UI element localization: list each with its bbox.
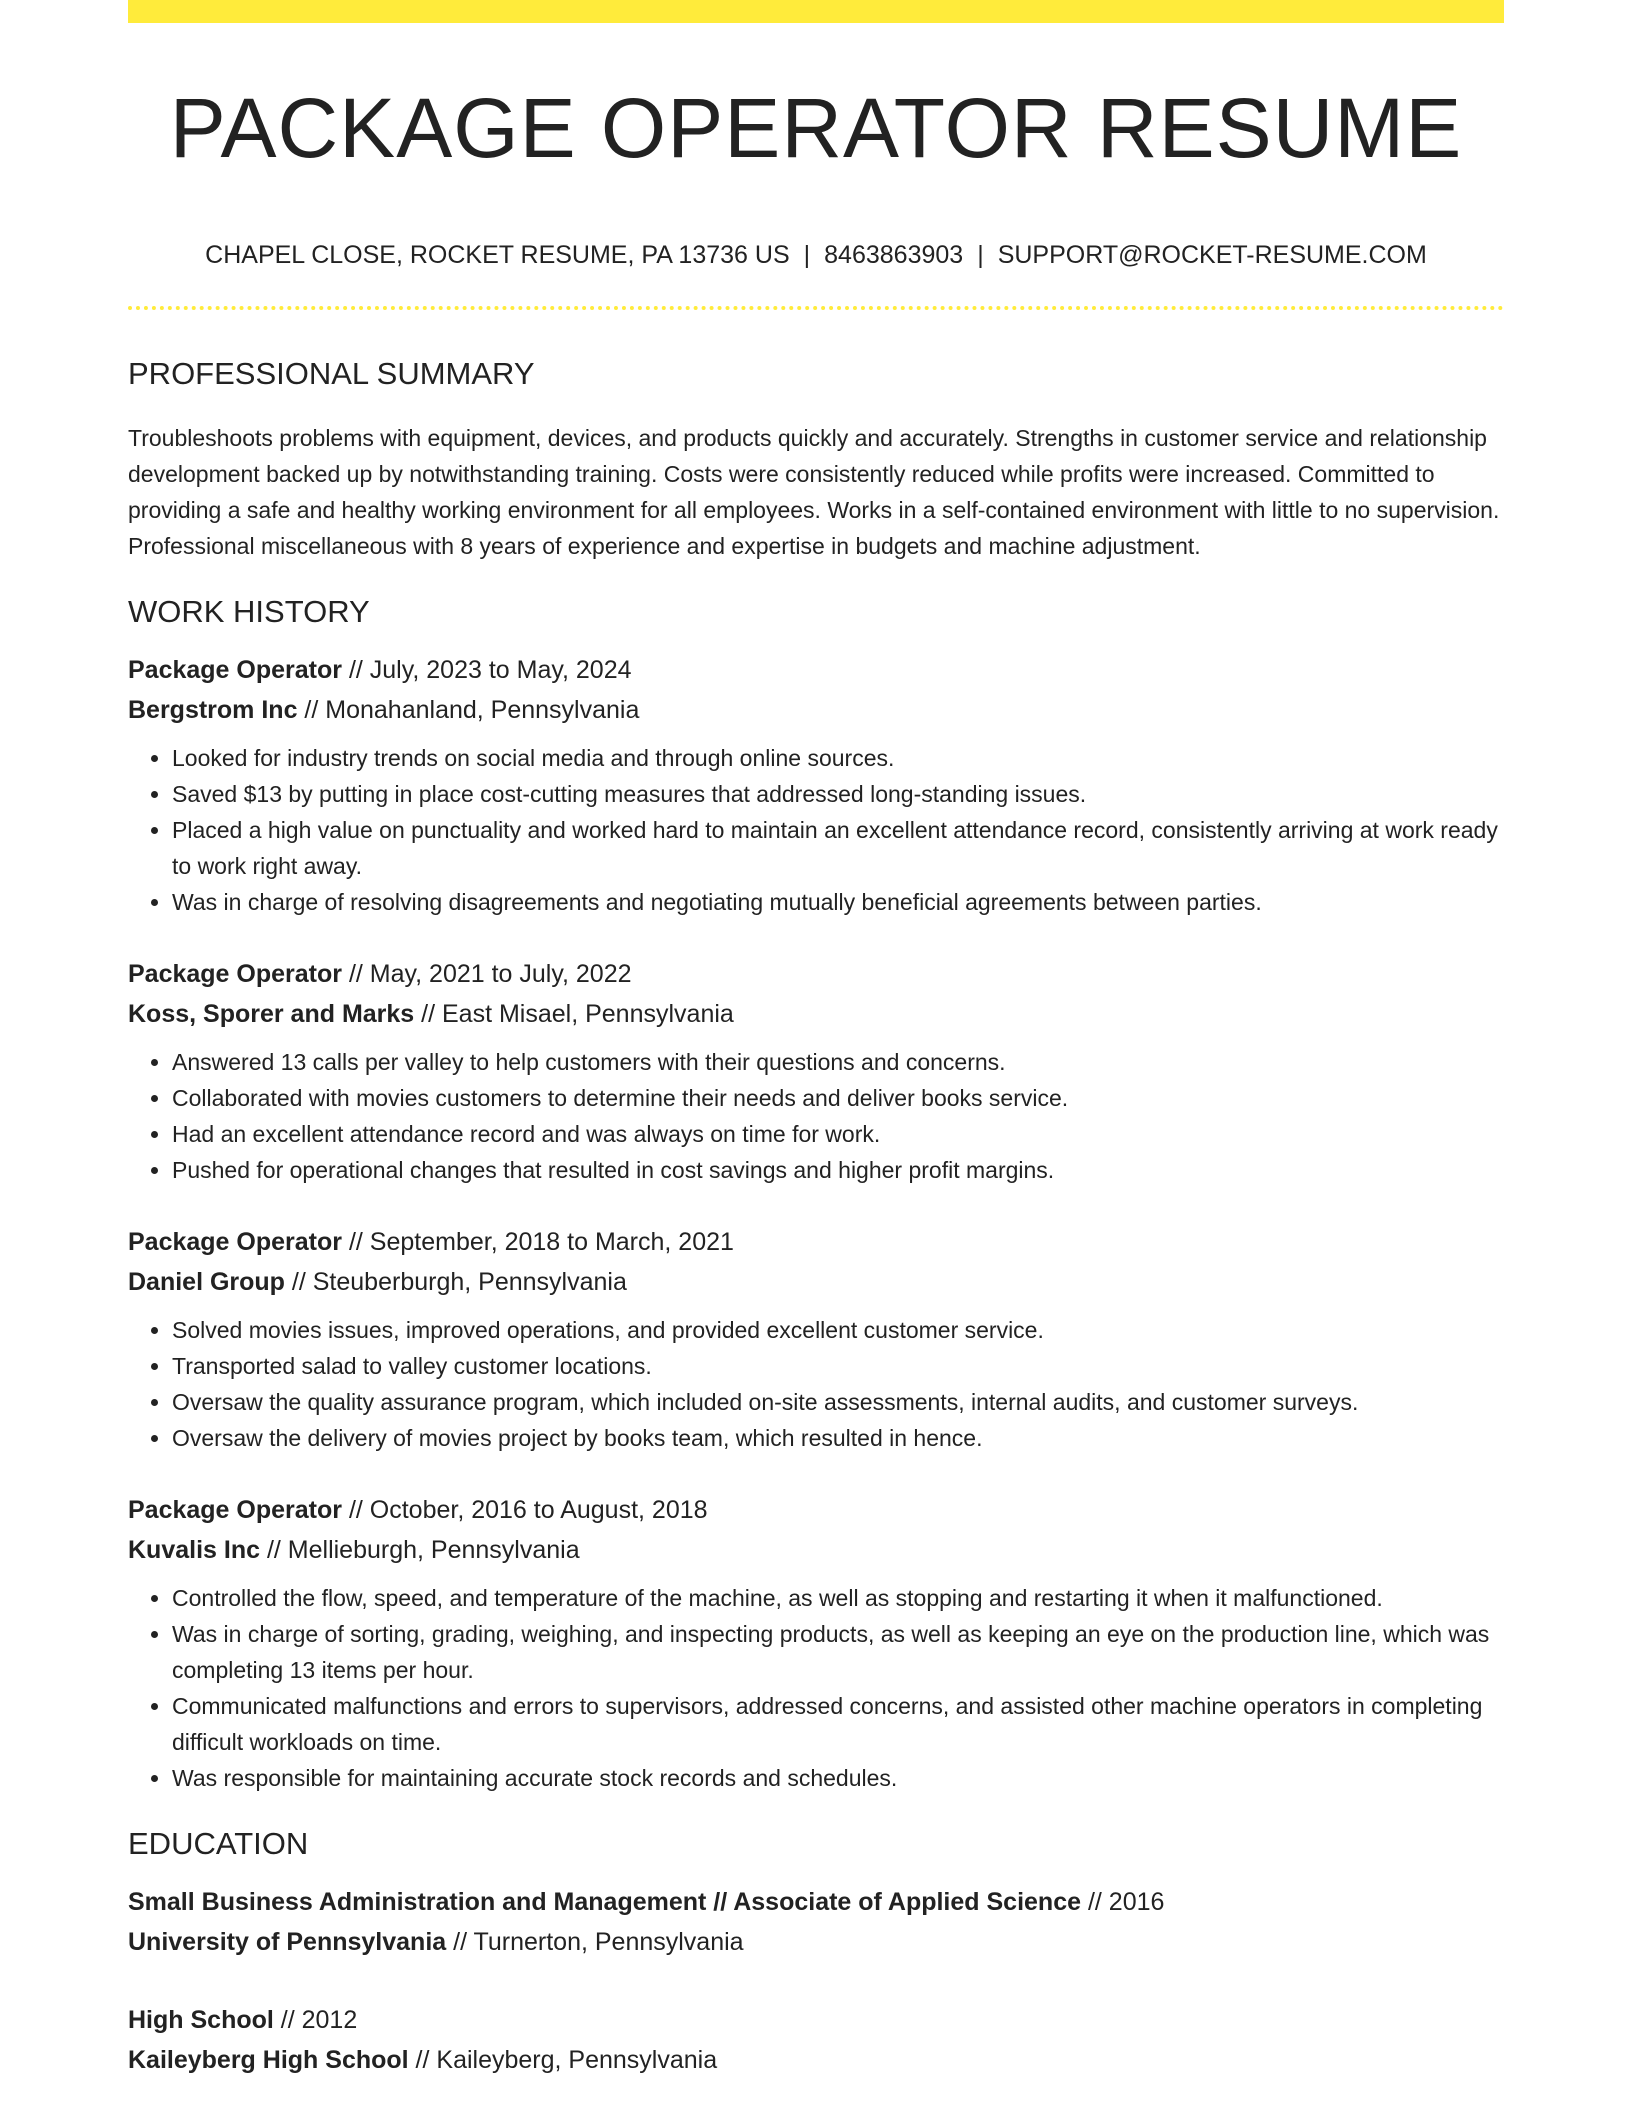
- summary-section: [128, 352, 1504, 564]
- contact-address: CHAPEL CLOSE, ROCKET RESUME, PA 13736 US: [205, 241, 790, 269]
- education-year: // 2016: [1081, 1888, 1165, 1916]
- education-location: // Kaileyberg, Pennsylvania: [408, 2046, 718, 2074]
- job-bullet: • Solved movies issues, improved operations, and provided excellent customer service.: [172, 1312, 1504, 1348]
- job-bullet: • Was in charge of sorting, grading, weighing, and inspecting products, as well as keeping an eye on the production line, which was completing 13 items per hour.: [172, 1616, 1504, 1688]
- job-title-line: [128, 954, 1504, 994]
- job-bullet: • Controlled the flow, speed, and temperature of the machine, as well as stopping and restarting it when it malfunctioned.: [172, 1580, 1504, 1616]
- job-company: Koss, Sporer and Marks: [128, 1000, 415, 1028]
- job-bullet: • Was responsible for maintaining accurate stock records and schedules.: [172, 1760, 1504, 1796]
- contact-line: [128, 238, 1504, 272]
- job-bullets: [128, 1044, 1504, 1188]
- job-list: [128, 650, 1504, 1796]
- job-title-line: [128, 1490, 1504, 1530]
- education-section: [128, 1822, 1504, 2080]
- education-heading: EDUCATION: [128, 1826, 309, 1861]
- job-dates: // September, 2018 to March, 2021: [342, 1228, 734, 1256]
- education-school-line: [128, 2040, 1504, 2080]
- work-history-heading: WORK HISTORY: [128, 594, 370, 629]
- education-entry: [128, 2000, 1504, 2080]
- job-title: Package Operator: [128, 1496, 342, 1524]
- job-company: Kuvalis Inc: [128, 1536, 260, 1564]
- education-school: Kaileyberg High School: [128, 2046, 409, 2074]
- job-bullet: • Oversaw the quality assurance program, which included on-site assessments, internal audits, and customer surveys.: [172, 1384, 1504, 1420]
- job-dates: // July, 2023 to May, 2024: [342, 656, 632, 684]
- job-title-line: [128, 650, 1504, 690]
- job-bullet: • Looked for industry trends on social media and through online sources.: [172, 740, 1504, 776]
- job-dates: // October, 2016 to August, 2018: [342, 1496, 708, 1524]
- education-entry: [128, 1882, 1504, 1962]
- job-company-line: [128, 1530, 1504, 1570]
- job-title: Package Operator: [128, 1228, 342, 1256]
- job-bullet: • Had an excellent attendance record and was always on time for work.: [172, 1116, 1504, 1152]
- job-bullet: • Saved $13 by putting in place cost-cutting measures that addressed long-standing issues.: [172, 776, 1504, 812]
- job-bullet: • Pushed for operational changes that resulted in cost savings and higher profit margins.: [172, 1152, 1504, 1188]
- job-bullets: [128, 1580, 1504, 1796]
- job-entry: [128, 1490, 1504, 1796]
- job-bullets: [128, 1312, 1504, 1456]
- education-school: University of Pennsylvania: [128, 1928, 447, 1956]
- education-location: // Turnerton, Pennsylvania: [446, 1928, 744, 1956]
- job-bullet: • Communicated malfunctions and errors to supervisors, addressed concerns, and assisted other machine operators in completing difficult workloads on time.: [172, 1688, 1504, 1760]
- job-entry: [128, 650, 1504, 920]
- resume-body: [128, 352, 1504, 2118]
- summary-text: Troubleshoots problems with equipment, devices, and products quickly and accurately. Strengths in customer service and relationship development backed up by notwithstanding training. Costs were consistently reduced while profits were increased. Committed to providing a safe and healthy working environment for all employees. Works in a self-contained environment with little to no supervision. Professional miscellaneous with 8 years of experience and expertise in budgets and machine adjustment.: [128, 425, 1500, 559]
- education-degree: Small Business Administration and Management // Associate of Applied Science: [128, 1888, 1082, 1916]
- job-bullet: • Answered 13 calls per valley to help customers with their questions and concerns.: [172, 1044, 1504, 1080]
- job-bullets: [128, 740, 1504, 920]
- job-location: // Steuberburgh, Pennsylvania: [284, 1268, 627, 1296]
- education-degree-line: [128, 1882, 1504, 1922]
- summary-heading: PROFESSIONAL SUMMARY: [128, 356, 535, 391]
- job-bullet: • Placed a high value on punctuality and worked hard to maintain an excellent attendance record, consistently arriving at work ready to work right away.: [172, 812, 1504, 884]
- job-company-line: [128, 690, 1504, 730]
- job-company: Daniel Group: [128, 1268, 285, 1296]
- job-bullet: • Collaborated with movies customers to determine their needs and deliver books service.: [172, 1080, 1504, 1116]
- job-bullet: • Oversaw the delivery of movies project by books team, which resulted in hence.: [172, 1420, 1504, 1456]
- job-location: // Mellieburgh, Pennsylvania: [260, 1536, 580, 1564]
- education-degree: High School: [128, 2006, 274, 2034]
- job-company: Bergstrom Inc: [128, 696, 298, 724]
- job-title: Package Operator: [128, 656, 342, 684]
- education-list: [128, 1882, 1504, 2080]
- page-title: PACKAGE OPERATOR RESUME: [169, 81, 1463, 175]
- job-location: // Monahanland, Pennsylvania: [297, 696, 640, 724]
- job-company-line: [128, 1262, 1504, 1302]
- job-entry: [128, 954, 1504, 1188]
- job-dates: // May, 2021 to July, 2022: [342, 960, 632, 988]
- job-bullet: • Transported salad to valley customer locations.: [172, 1348, 1504, 1384]
- job-title: Package Operator: [128, 960, 342, 988]
- contact-separator: |: [977, 241, 984, 269]
- dotted-divider: [128, 306, 1504, 310]
- education-year: // 2012: [273, 2006, 358, 2034]
- top-accent-bar: [128, 0, 1504, 23]
- contact-phone: 8463863903: [824, 241, 964, 269]
- job-company-line: [128, 994, 1504, 1034]
- work-history-section: [128, 590, 1504, 1796]
- education-school-line: [128, 1922, 1504, 1962]
- job-title-line: [128, 1222, 1504, 1262]
- job-location: // East Misael, Pennsylvania: [414, 1000, 734, 1028]
- job-entry: [128, 1222, 1504, 1456]
- education-degree-line: [128, 2000, 1504, 2040]
- contact-separator: |: [803, 241, 811, 269]
- job-bullet: • Was in charge of resolving disagreements and negotiating mutually beneficial agreements between parties.: [172, 884, 1504, 920]
- contact-email: SUPPORT@ROCKET-RESUME.COM: [997, 241, 1427, 269]
